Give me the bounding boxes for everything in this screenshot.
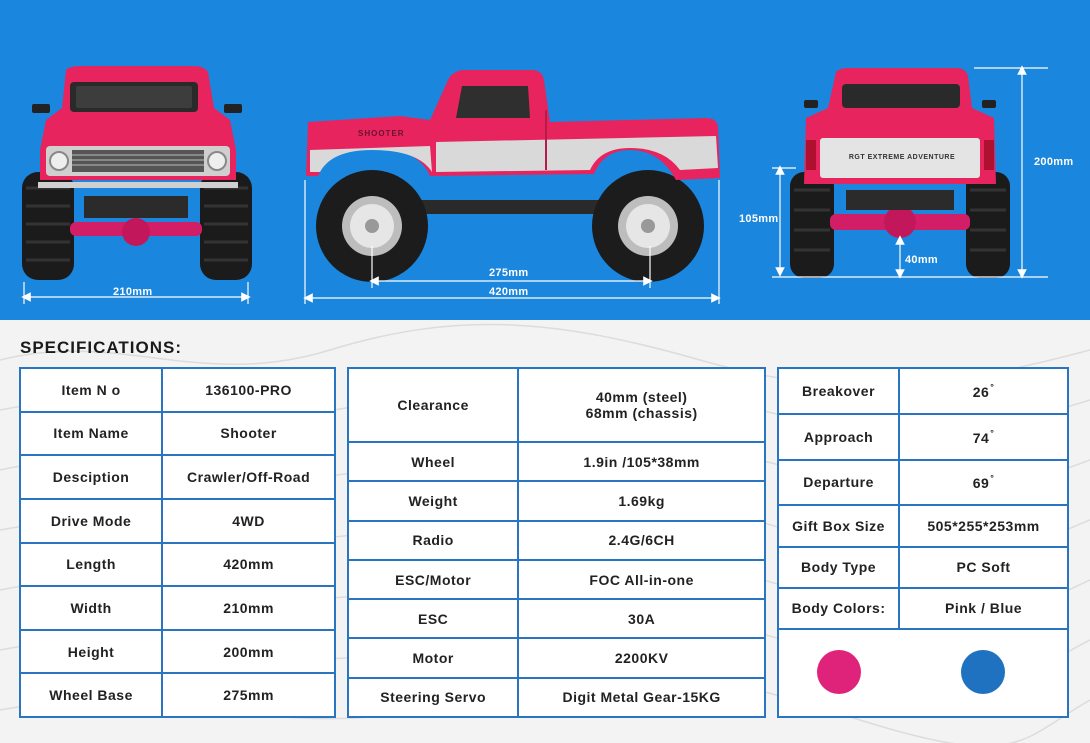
table-row — [348, 599, 765, 638]
dimension-hero — [0, 0, 1090, 320]
table-row — [778, 368, 1068, 414]
tailgate-text: RGT EXTREME ADVENTURE — [848, 154, 956, 161]
table-row — [778, 547, 1068, 588]
blue-color-swatch — [961, 650, 1005, 694]
spec-value — [899, 368, 1068, 414]
spec-value — [518, 368, 765, 442]
table-row — [348, 678, 765, 717]
spec-value: 1.9in /105*38mm — [518, 442, 765, 481]
spec-value: 200mm — [162, 630, 335, 674]
spec-value: Crawler/Off-Road — [162, 455, 335, 499]
spec-label: Breakover — [778, 368, 899, 414]
table-row — [20, 499, 335, 543]
spec-value: PC Soft — [899, 547, 1068, 588]
table-row — [778, 414, 1068, 460]
spec-label: Item Name — [20, 412, 162, 456]
spec-value — [899, 460, 1068, 506]
spec-value: 420mm — [162, 543, 335, 587]
degree-symbol: ° — [990, 381, 995, 392]
spec-value: 136100-PRO — [162, 368, 335, 412]
table-row — [778, 460, 1068, 506]
spec-label: Body Type — [778, 547, 899, 588]
spec-label: Approach — [778, 414, 899, 460]
spec-value: 1.69kg — [518, 481, 765, 520]
spec-label: Weight — [348, 481, 518, 520]
spec-label: Motor — [348, 638, 518, 677]
angle-value: 69 — [972, 475, 990, 492]
pink-swatch-cell — [778, 629, 899, 717]
spec-value: 505*255*253mm — [899, 505, 1068, 546]
specifications-title: SPECIFICATIONS: — [20, 338, 183, 357]
spec-label: Wheel — [348, 442, 518, 481]
spec-value: 275mm — [162, 673, 335, 717]
spec-label: Desciption — [20, 455, 162, 499]
pink-color-swatch — [817, 650, 861, 694]
spec-value: 30A — [518, 599, 765, 638]
spec-label: Drive Mode — [20, 499, 162, 543]
spec-label: Length — [20, 543, 162, 587]
dim-clearance-label: 40mm — [905, 254, 938, 266]
spec-label: Gift Box Size — [778, 505, 899, 546]
spec-label: Wheel Base — [20, 673, 162, 717]
table-row — [20, 630, 335, 674]
spec-label: Steering Servo — [348, 678, 518, 717]
spec-label: Item N o — [20, 368, 162, 412]
spec-value: Pink / Blue — [899, 588, 1068, 629]
spec-label: Body Colors: — [778, 588, 899, 629]
degree-symbol: ° — [990, 427, 995, 438]
dim-wheelbase-label: 275mm — [489, 267, 529, 279]
table-row — [20, 586, 335, 630]
table-row — [20, 543, 335, 587]
table-row — [348, 521, 765, 560]
table-row — [778, 588, 1068, 629]
spec-value: FOC All-in-one — [518, 560, 765, 599]
spec-value: Shooter — [162, 412, 335, 456]
truck-side-view — [306, 70, 720, 282]
spec-value-line: 68mm (chassis) — [585, 405, 698, 422]
spec-value — [899, 414, 1068, 460]
spec-value: 4WD — [162, 499, 335, 543]
dim-width-label: 210mm — [113, 286, 153, 298]
spec-label: Height — [20, 630, 162, 674]
spec-label: Clearance — [348, 368, 518, 442]
table-row — [20, 673, 335, 717]
specifications-section — [0, 320, 1090, 743]
table-row — [20, 455, 335, 499]
dim-wheel-height-label: 105mm — [739, 213, 779, 225]
angle-value: 26 — [972, 383, 990, 400]
table-row — [348, 442, 765, 481]
spec-table-electronics — [347, 367, 766, 718]
spec-value: 2200KV — [518, 638, 765, 677]
spec-label: Radio — [348, 521, 518, 560]
spec-value: Digit Metal Gear-15KG — [518, 678, 765, 717]
blue-swatch-cell — [899, 629, 1068, 717]
spec-table-general — [19, 367, 336, 718]
spec-label: Departure — [778, 460, 899, 506]
table-row — [348, 481, 765, 520]
table-row — [348, 638, 765, 677]
spec-label: ESC/Motor — [348, 560, 518, 599]
spec-label: Width — [20, 586, 162, 630]
spec-value-line: 40mm (steel) — [595, 389, 688, 406]
table-row — [778, 505, 1068, 546]
table-row — [20, 412, 335, 456]
spec-value: 210mm — [162, 586, 335, 630]
color-swatch-row — [778, 629, 1068, 717]
dim-length-label: 420mm — [489, 286, 529, 298]
spec-label: ESC — [348, 599, 518, 638]
dim-height-label: 200mm — [1034, 156, 1074, 168]
table-row — [348, 368, 765, 442]
table-row — [348, 560, 765, 599]
angle-value: 74 — [972, 429, 990, 446]
side-badge-text: SHOOTER — [358, 129, 405, 138]
spec-value: 2.4G/6CH — [518, 521, 765, 560]
degree-symbol: ° — [990, 473, 995, 484]
truck-front-view — [22, 66, 252, 280]
spec-table-geometry — [777, 367, 1069, 718]
table-row — [20, 368, 335, 412]
